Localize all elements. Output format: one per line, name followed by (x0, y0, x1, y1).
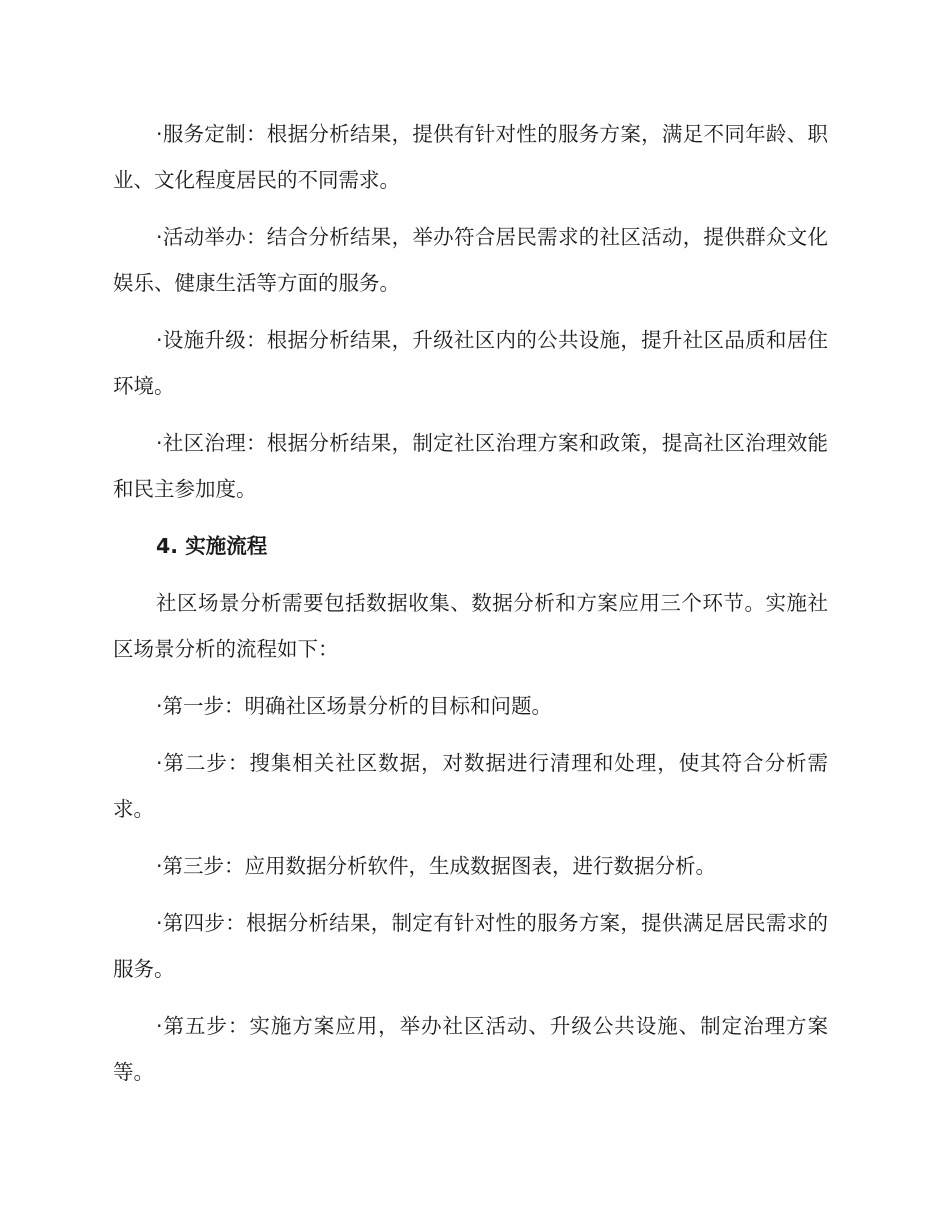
step-4: ·第四步：根据分析结果，制定有针对性的服务方案，提供满足居民需求的服务。 (113, 911, 828, 981)
bullet-service-customization: ·服务定制：根据分析结果，提供有针对性的服务方案，满足不同年龄、职业、文化程度居民的不同需求。 (113, 122, 828, 192)
intro-paragraph: 社区场景分析需要包括数据收集、数据分析和方案应用三个环节。实施社区场景分析的流程如下： (113, 591, 828, 661)
bullet-facility-upgrade: ·设施升级：根据分析结果，升级社区内的公共设施，提升社区品质和居住环境。 (113, 328, 828, 398)
step-3: ·第三步：应用数据分析软件，生成数据图表，进行数据分析。 (156, 854, 717, 878)
step-1: ·第一步：明确社区场景分析的目标和问题。 (156, 694, 553, 718)
section-heading: 4. 实施流程 (156, 534, 268, 558)
step-2: ·第二步：搜集相关社区数据，对数据进行清理和处理，使其符合分析需求。 (113, 751, 828, 821)
step-5: ·第五步：实施方案应用，举办社区活动、升级公共设施、制定治理方案等。 (113, 1014, 828, 1084)
bullet-community-governance: ·社区治理：根据分析结果，制定社区治理方案和政策，提高社区治理效能和民主参加度。 (113, 431, 828, 501)
bullet-activity-hosting: ·活动举办：结合分析结果，举办符合居民需求的社区活动，提供群众文化娱乐、健康生活等方面的服务。 (113, 225, 828, 295)
document-body (113, 111, 828, 1106)
